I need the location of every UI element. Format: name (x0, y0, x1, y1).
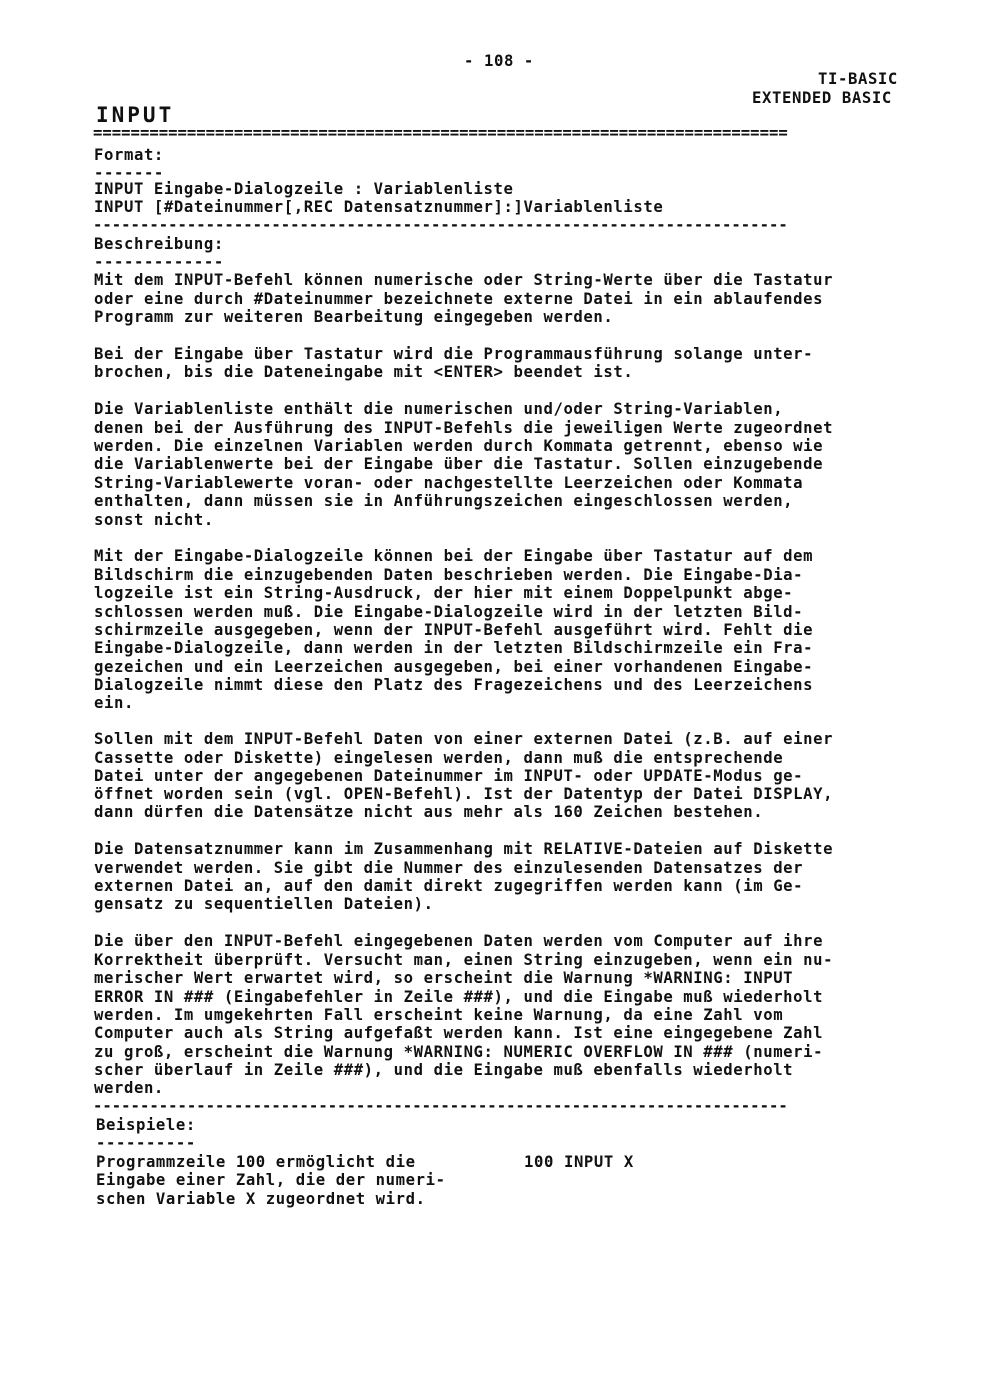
system-label-extended-basic: EXTENDED BASIC (752, 89, 892, 107)
text-line: Programmzeile 100 ermöglicht die (96, 1153, 416, 1171)
text-line: brochen, bis die Dateneingabe mit <ENTER> beendet ist. (94, 363, 634, 381)
text-line: Programm zur weiteren Bearbeitung eingegeben werden. (94, 308, 614, 326)
page-number: - 108 - (464, 52, 534, 70)
text-line: Sollen mit dem INPUT-Befehl Daten von einer externen Datei (z.B. auf einer (94, 730, 834, 748)
text-line: scher überlauf in Zeile ###), und die Eingabe muß ebenfalls wiederholt (94, 1061, 794, 1079)
text-line: werden. (94, 1079, 164, 1097)
text-line: Mit dem INPUT-Befehl können numerische oder String-Werte über die Tastatur (94, 271, 834, 289)
text-line: Dialogzeile nimmt diese den Platz des Fragezeichens und des Leerzeichens (94, 676, 814, 694)
text-line: werden. Die einzelnen Variablen werden durch Kommata getrennt, ebenso wie (94, 437, 824, 455)
text-line: werden. Im umgekehrten Fall erscheint keine Warnung, da eine Zahl vom (94, 1006, 784, 1024)
text-line: Bildschirm die einzugebenden Daten beschrieben werden. Die Eingabe-Dia- (94, 566, 804, 584)
description-heading-underline: ------------- (94, 253, 224, 271)
text-line: Mit der Eingabe-Dialogzeile können bei der Eingabe über Tastatur auf dem (94, 547, 814, 565)
examples-heading-underline: ---------- (96, 1134, 196, 1152)
text-line: oder eine durch #Dateinummer bezeichnete externe Datei in ein ablaufendes (94, 290, 824, 308)
text-line: Bei der Eingabe über Tastatur wird die Programmausführung solange unter- (94, 345, 814, 363)
text-line: logzeile ist ein String-Ausdruck, der hier mit einem Doppelpunkt abge- (94, 584, 794, 602)
text-line: ERROR IN ### (Eingabefehler in Zeile ###), und die Eingabe muß wiederholt (94, 988, 824, 1006)
text-line: Cassette oder Diskette) eingelesen werden, dann muß die entsprechende (94, 749, 784, 767)
text-line: zu groß, erscheint die Warnung *WARNING: NUMERIC OVERFLOW IN ### (numeri- (94, 1043, 824, 1061)
section-rule: -------------------------------------------------------------------------- (93, 216, 788, 234)
text-line: String-Variablewerte voran- oder nachgestellte Leerzeichen oder Kommata (94, 474, 804, 492)
text-line: gensatz zu sequentiellen Dateien). (94, 895, 434, 913)
text-line: schlossen werden muß. Die Eingabe-Dialogzeile wird in der letzten Bild- (94, 603, 804, 621)
text-line: verwendet werden. Sie gibt die Nummer des einzulesenden Datensatzes der (94, 859, 804, 877)
format-syntax-line-2: INPUT [#Dateinummer[,REC Datensatznummer]:]Variablenliste (94, 198, 664, 216)
page-title: INPUT (96, 103, 175, 127)
format-syntax-line-1: INPUT Eingabe-Dialogzeile : Variablenliste (94, 180, 514, 198)
examples-heading: Beispiele: (96, 1116, 196, 1134)
text-line: denen bei der Ausführung des INPUT-Befehls die jeweiligen Werte zugeordnet (94, 419, 834, 437)
text-line: die Variablenwerte bei der Eingabe über die Tastatur. Sollen einzugebende (94, 455, 824, 473)
format-heading: Format: (94, 146, 164, 164)
format-heading-underline: ------- (94, 164, 164, 182)
text-line: öffnet worden sein (vgl. OPEN-Befehl). Ist der Datentyp der Datei DISPLAY, (94, 785, 834, 803)
double-rule: ========================================================================== (93, 124, 788, 142)
text-line: gezeichen und ein Leerzeichen ausgegeben, bei einer vorhandenen Eingabe- (94, 658, 814, 676)
text-line: externen Datei an, auf den damit direkt zugegriffen werden kann (im Ge- (94, 877, 804, 895)
text-line: Eingabe einer Zahl, die der numeri- (96, 1171, 446, 1189)
text-line: sonst nicht. (94, 511, 214, 529)
description-heading: Beschreibung: (94, 235, 224, 253)
text-line: schen Variable X zugeordnet wird. (96, 1190, 426, 1208)
text-line: Computer auch als String aufgefaßt werden kann. Ist eine eingegebene Zahl (94, 1024, 824, 1042)
text-line: Eingabe-Dialogzeile, dann werden in der letzten Bildschirmzeile ein Fra- (94, 639, 814, 657)
text-line: Die Datensatznummer kann im Zusammenhang mit RELATIVE-Dateien auf Diskette (94, 840, 834, 858)
text-line: Die Variablenliste enthält die numerischen und/oder String-Variablen, (94, 400, 784, 418)
text-line: Korrektheit überprüft. Versucht man, einen String einzugeben, wenn ein nu- (94, 951, 834, 969)
text-line: schirmzeile ausgegeben, wenn der INPUT-Befehl ausgeführt wird. Fehlt die (94, 621, 814, 639)
text-line: enthalten, dann müssen sie in Anführungszeichen eingeschlossen werden, (94, 492, 794, 510)
text-line: merischer Wert erwartet wird, so erscheint die Warnung *WARNING: INPUT (94, 969, 794, 987)
text-line: Die über den INPUT-Befehl eingegebenen Daten werden vom Computer auf ihre (94, 932, 824, 950)
text-line: Datei unter der angegebenen Dateinummer im INPUT- oder UPDATE-Modus ge- (94, 767, 804, 785)
text-line: ein. (94, 694, 134, 712)
section-rule: -------------------------------------------------------------------------- (93, 1097, 788, 1115)
system-label-ti-basic: TI-BASIC (818, 70, 898, 88)
example-code: 100 INPUT X (524, 1153, 634, 1171)
text-line: dann dürfen die Datensätze nicht aus mehr als 160 Zeichen bestehen. (94, 803, 764, 821)
